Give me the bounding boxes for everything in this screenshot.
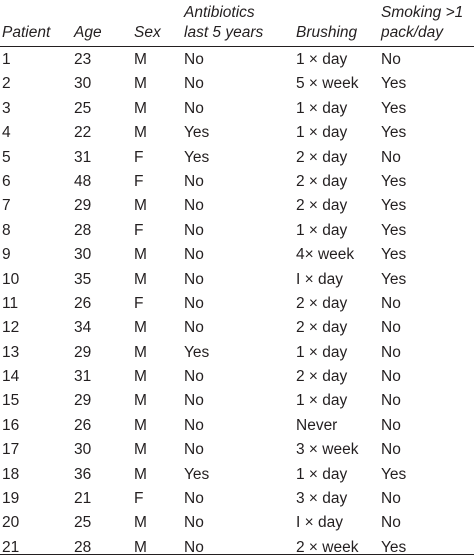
- cell-age: 30: [74, 246, 92, 264]
- cell-sex: M: [134, 441, 147, 459]
- cell-smoking: Yes: [381, 172, 407, 190]
- cell-smoking: Yes: [381, 270, 407, 288]
- cell-brushing: 1 × day: [296, 99, 348, 117]
- cell-antibiotics: No: [184, 99, 204, 117]
- cell-patient: 1: [2, 51, 11, 68]
- table-row: [0, 71, 474, 95]
- cell-smoking: No: [381, 294, 401, 312]
- cell-age: 21: [74, 490, 92, 508]
- table-row: [0, 145, 474, 169]
- cell-antibiotics: No: [184, 246, 204, 264]
- cell-age: 30: [74, 441, 92, 459]
- table-row: [0, 315, 474, 339]
- cell-smoking: No: [381, 343, 401, 361]
- cell-age: 48: [74, 172, 92, 190]
- cell-brushing: 2 × day: [296, 319, 348, 337]
- cell-antibiotics: No: [184, 75, 204, 93]
- cell-antibiotics: No: [184, 392, 204, 410]
- cell-brushing: I × day: [296, 514, 343, 532]
- table-row: [0, 462, 474, 486]
- table-row: [0, 267, 474, 291]
- cell-smoking: No: [381, 416, 401, 434]
- cell-brushing: 5 × week: [296, 75, 359, 93]
- cell-patient: 8: [2, 221, 11, 239]
- cell-smoking: Yes: [381, 538, 407, 556]
- cell-brushing: 1 × day: [296, 124, 348, 142]
- table-row: [0, 47, 474, 71]
- table-row: [0, 242, 474, 266]
- cell-antibiotics: No: [184, 172, 204, 190]
- table-row: [0, 218, 474, 242]
- cell-sex: M: [134, 514, 147, 532]
- table-row: [0, 96, 474, 120]
- cell-age: 25: [74, 99, 92, 117]
- cell-patient: 13: [2, 343, 20, 361]
- cell-sex: M: [134, 368, 147, 386]
- cell-sex: M: [134, 124, 147, 142]
- table-row: [0, 193, 474, 217]
- cell-smoking: No: [381, 368, 401, 386]
- cell-smoking: Yes: [381, 75, 407, 93]
- table-row: [0, 388, 474, 412]
- cell-antibiotics: Yes: [184, 343, 210, 361]
- cell-age: 31: [74, 148, 92, 166]
- cell-patient: 2: [2, 75, 11, 93]
- cell-sex: M: [134, 270, 147, 288]
- cell-smoking: No: [381, 148, 401, 166]
- cell-brushing: 1 × day: [296, 221, 348, 239]
- cell-sex: M: [134, 465, 147, 483]
- table-bottom-rule: [0, 554, 474, 555]
- cell-patient: 20: [2, 514, 20, 532]
- cell-antibiotics: No: [184, 319, 204, 337]
- cell-brushing: 2 × day: [296, 197, 348, 215]
- cell-age: 29: [74, 392, 92, 410]
- cell-patient: 15: [2, 392, 20, 410]
- cell-antibiotics: Yes: [184, 124, 210, 142]
- cell-sex: M: [134, 392, 147, 410]
- cell-patient: 7: [2, 197, 11, 215]
- cell-sex: M: [134, 416, 147, 434]
- cell-patient: 14: [2, 368, 20, 386]
- cell-age: 29: [74, 197, 92, 215]
- cell-smoking: Yes: [381, 99, 407, 117]
- cell-brushing: 1 × day: [296, 343, 348, 361]
- header-patient: Patient: [2, 24, 51, 41]
- cell-brushing: 2 × day: [296, 294, 348, 312]
- cell-patient: 18: [2, 465, 20, 483]
- cell-brushing: 2 × week: [296, 538, 359, 556]
- table-body: [0, 47, 474, 559]
- cell-age: 28: [74, 538, 92, 556]
- table-row: [0, 120, 474, 144]
- table-row: [0, 340, 474, 364]
- cell-age: 29: [74, 343, 92, 361]
- cell-patient: 4: [2, 124, 11, 142]
- cell-patient: 12: [2, 319, 20, 337]
- cell-antibiotics: No: [184, 270, 204, 288]
- cell-smoking: No: [381, 392, 401, 410]
- cell-sex: M: [134, 51, 147, 68]
- table-header: [0, 0, 474, 47]
- cell-sex: M: [134, 197, 147, 215]
- cell-sex: F: [134, 172, 144, 190]
- cell-patient: 16: [2, 416, 20, 434]
- cell-brushing: 1 × day: [296, 51, 348, 68]
- cell-brushing: 4× week: [296, 246, 355, 264]
- cell-age: 36: [74, 465, 92, 483]
- cell-age: 31: [74, 368, 92, 386]
- cell-antibiotics: No: [184, 514, 204, 532]
- cell-sex: M: [134, 538, 147, 556]
- cell-smoking: Yes: [381, 221, 407, 239]
- header-smoking-line1: Smoking >1: [381, 4, 464, 21]
- cell-patient: 17: [2, 441, 20, 459]
- cell-smoking: No: [381, 490, 401, 508]
- cell-brushing: I × day: [296, 270, 343, 288]
- cell-sex: M: [134, 75, 147, 93]
- cell-age: 25: [74, 514, 92, 532]
- cell-age: 22: [74, 124, 92, 142]
- cell-antibiotics: No: [184, 294, 204, 312]
- cell-patient: 3: [2, 99, 11, 117]
- cell-patient: 19: [2, 490, 20, 508]
- cell-smoking: No: [381, 441, 401, 459]
- cell-brushing: 2 × day: [296, 368, 348, 386]
- cell-age: 30: [74, 75, 92, 93]
- cell-antibiotics: Yes: [184, 465, 210, 483]
- cell-brushing: 2 × day: [296, 148, 348, 166]
- header-brushing: Brushing: [296, 24, 358, 41]
- cell-antibiotics: No: [184, 197, 204, 215]
- table-row: [0, 169, 474, 193]
- cell-smoking: No: [381, 319, 401, 337]
- cell-smoking: Yes: [381, 197, 407, 215]
- cell-smoking: Yes: [381, 246, 407, 264]
- table-row: [0, 486, 474, 510]
- cell-age: 26: [74, 416, 92, 434]
- table-row: [0, 535, 474, 559]
- cell-patient: 5: [2, 148, 11, 166]
- cell-brushing: 1 × day: [296, 392, 348, 410]
- cell-sex: M: [134, 246, 147, 264]
- cell-antibiotics: No: [184, 221, 204, 239]
- cell-age: 28: [74, 221, 92, 239]
- cell-sex: F: [134, 294, 144, 312]
- cell-smoking: Yes: [381, 465, 407, 483]
- cell-age: 34: [74, 319, 92, 337]
- cell-patient: 21: [2, 538, 20, 556]
- header-antibiotics-line2: last 5 years: [184, 24, 264, 41]
- table-row: [0, 510, 474, 534]
- cell-sex: F: [134, 148, 144, 166]
- cell-antibiotics: No: [184, 538, 204, 556]
- cell-sex: F: [134, 490, 144, 508]
- cell-sex: M: [134, 99, 147, 117]
- cell-patient: 6: [2, 172, 11, 190]
- cell-patient: 11: [2, 294, 19, 312]
- cell-smoking: No: [381, 514, 401, 532]
- cell-antibiotics: No: [184, 368, 204, 386]
- cell-smoking: No: [381, 51, 401, 68]
- cell-antibiotics: No: [184, 441, 204, 459]
- table-row: [0, 291, 474, 315]
- cell-brushing: 3 × day: [296, 490, 348, 508]
- cell-smoking: Yes: [381, 124, 407, 142]
- cell-antibiotics: Yes: [184, 148, 210, 166]
- cell-brushing: 3 × week: [296, 441, 359, 459]
- cell-patient: 9: [2, 246, 11, 264]
- cell-age: 26: [74, 294, 92, 312]
- table-row: [0, 413, 474, 437]
- cell-antibiotics: No: [184, 416, 204, 434]
- cell-antibiotics: No: [184, 51, 204, 68]
- table-row: [0, 437, 474, 461]
- cell-brushing: Never: [296, 416, 338, 434]
- header-antibiotics-line1: Antibiotics: [184, 4, 255, 21]
- header-age: Age: [74, 24, 102, 41]
- cell-brushing: 1 × day: [296, 465, 348, 483]
- cell-brushing: 2 × day: [296, 172, 348, 190]
- header-smoking-line2: pack/day: [381, 24, 444, 41]
- table-row: [0, 364, 474, 388]
- cell-antibiotics: No: [184, 490, 204, 508]
- cell-sex: M: [134, 343, 147, 361]
- cell-age: 35: [74, 270, 92, 288]
- cell-age: 23: [74, 51, 92, 68]
- cell-sex: F: [134, 221, 144, 239]
- cell-sex: M: [134, 319, 147, 337]
- header-sex: Sex: [134, 24, 161, 41]
- cell-patient: 10: [2, 270, 20, 288]
